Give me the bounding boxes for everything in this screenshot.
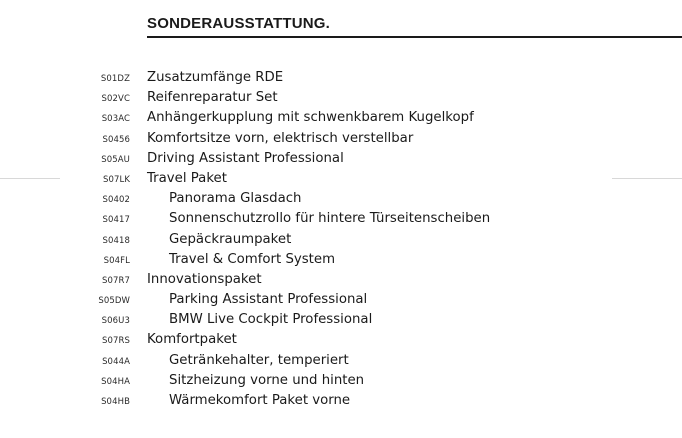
option-name: BMW Live Cockpit Professional (169, 312, 373, 328)
sub-option-row (0, 372, 682, 392)
option-row (0, 69, 682, 89)
option-row (0, 150, 682, 170)
title-rule (147, 36, 682, 38)
option-name: Panorama Glasdach (169, 191, 302, 207)
option-name: Komfortpaket (147, 332, 237, 348)
options-list (0, 69, 682, 412)
sub-option-row (0, 291, 682, 311)
option-row (0, 170, 682, 190)
option-code: S01DZ (100, 74, 130, 84)
option-name: Travel & Comfort System (169, 251, 336, 267)
sub-option-row (0, 210, 682, 230)
option-name: Anhängerkupplung mit schwenkbarem Kugelkopf (147, 110, 474, 126)
option-code: S05DW (98, 296, 130, 307)
option-code: S06U3 (101, 316, 130, 327)
option-row (0, 89, 682, 109)
option-name: Wärmekomfort Paket vorne (169, 393, 351, 408)
option-name: Travel Paket (147, 170, 227, 186)
option-code: S04HB (101, 397, 130, 407)
option-code: S0418 (102, 235, 130, 246)
option-code: S05AU (101, 154, 130, 165)
sub-option-row (0, 251, 682, 271)
option-row (0, 331, 682, 351)
option-name: Getränkehalter, temperiert (169, 352, 349, 368)
option-code: S07R7 (101, 275, 130, 286)
option-code: S07LK (102, 174, 130, 185)
option-row (0, 109, 682, 129)
sub-option-row (0, 392, 682, 412)
option-name: Driving Assistant Professional (147, 150, 344, 166)
option-code: S04FL (103, 255, 130, 266)
page-title: SONDERAUSSTATTUNG. (147, 15, 331, 32)
option-code: S03AC (101, 114, 130, 125)
option-code: S02VC (101, 94, 130, 105)
sub-option-row (0, 231, 682, 251)
option-code: S0417 (102, 215, 130, 226)
option-row (0, 271, 682, 291)
option-name: Komfortsitze vorn, elektrisch verstellbar (147, 130, 414, 146)
option-name: Sitzheizung vorne und hinten (169, 372, 365, 388)
option-name: Zusatzumfänge RDE (147, 70, 284, 85)
option-code: S044A (102, 356, 130, 367)
option-code: S0402 (102, 195, 130, 206)
option-name: Reifenreparatur Set (147, 90, 278, 106)
option-code: S0456 (102, 134, 130, 145)
option-name: Gepäckraumpaket (169, 231, 292, 247)
option-code: S04HA (101, 376, 130, 387)
option-row (0, 130, 682, 150)
sub-option-row (0, 311, 682, 331)
option-name: Innovationspaket (147, 271, 262, 287)
option-code: S07RS (101, 336, 130, 347)
option-name: Sonnenschutzrollo für hintere Türseitenscheiben (169, 211, 491, 227)
option-name: Parking Assistant Professional (169, 292, 368, 308)
sub-option-row (0, 352, 682, 372)
sub-option-row (0, 190, 682, 210)
